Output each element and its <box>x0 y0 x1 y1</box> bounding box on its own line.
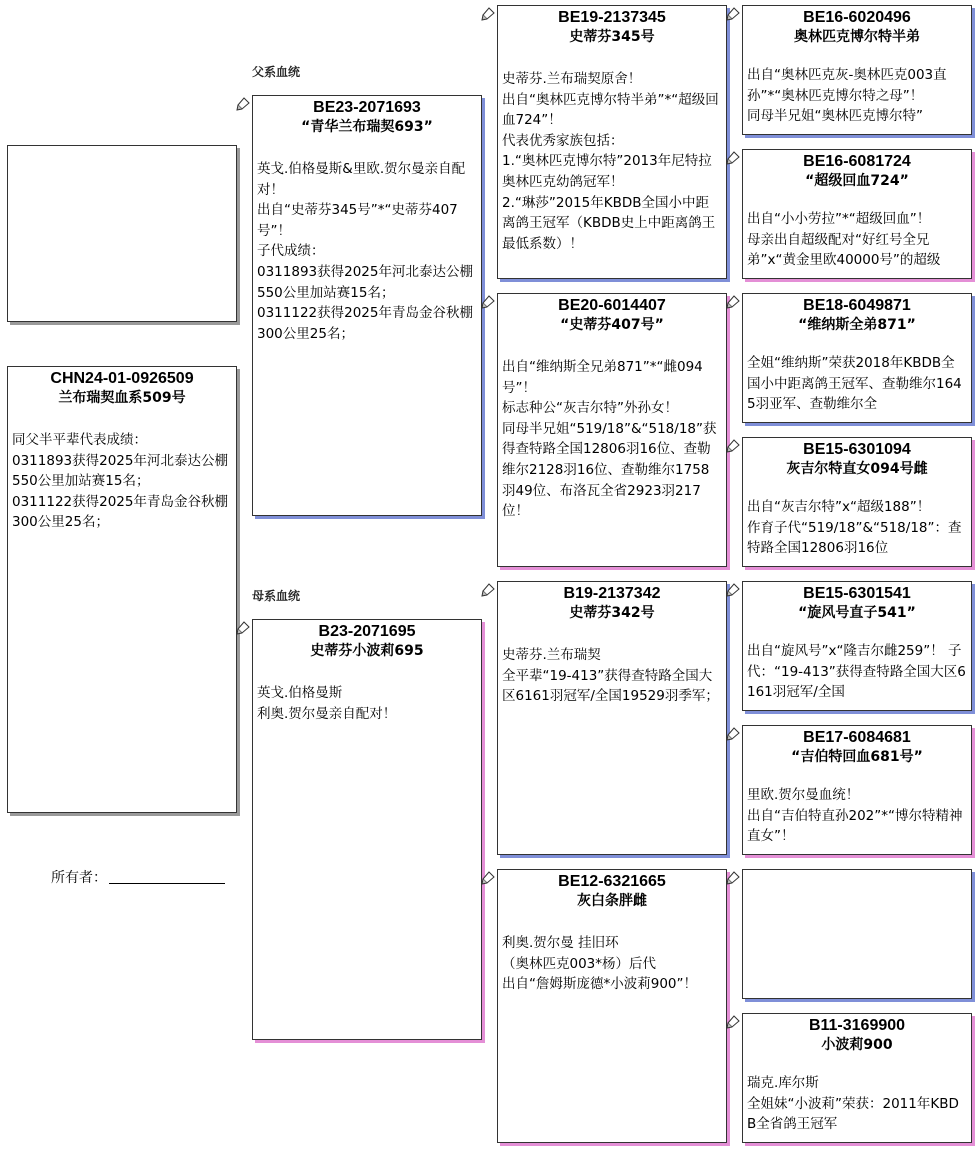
sire-line: 英戈.伯格曼斯&里欧.贺尔曼亲自配对！ <box>257 161 466 198</box>
dam-sire-ring: B19-2137342 <box>563 585 661 602</box>
sds-line: 全姐“维纳斯”荣获2018年KBDB全国小中距离鸽王冠军、查勒维尔1645羽亚军、查勒维尔全 <box>747 355 962 413</box>
ddd-desc <box>743 1073 971 1135</box>
sire-ring: BE23-2071693 <box>313 99 421 116</box>
edit-pen-icon[interactable] <box>726 6 741 21</box>
dsd-card[interactable] <box>742 725 972 855</box>
dss-desc <box>743 641 971 703</box>
ssd-card[interactable] <box>742 149 972 279</box>
sdd-desc <box>743 497 971 559</box>
sire-line: 0311122获得2025年青岛金谷秋棚300公里25名； <box>257 305 473 342</box>
sdd-line: 出自“灰吉尔特”x“超级188”！ <box>747 499 931 515</box>
ddd-line: 瑞克.库尔斯 <box>747 1075 819 1091</box>
dsd-ring: BE17-6084681 <box>803 729 911 746</box>
edit-pen-icon[interactable] <box>236 620 251 635</box>
sds-name: “维纳斯全弟871” <box>798 317 916 333</box>
sire-sire-name: 史蒂芬345号 <box>569 29 655 45</box>
sire-sire-line: 史蒂芬.兰布瑞契原舍！ <box>502 71 642 87</box>
sire-desc <box>253 159 481 344</box>
subject-line: 0311122获得2025年青岛金谷秋棚300公里25名； <box>12 493 228 531</box>
sire-sire-line: 1.“奥林匹克博尔特”2013年尼特拉奥林匹克幼鸽冠军！ <box>502 153 712 190</box>
paternal-label: 父系血统 <box>252 65 301 79</box>
owner-label: 所有者： <box>51 870 107 886</box>
dss-card[interactable] <box>742 581 972 711</box>
sire-line: 出自“史蒂芬345号”*“史蒂芬407号”！ <box>257 202 458 239</box>
ssd-line: 出自“小小劳拉”*“超级回血”！ <box>747 211 931 227</box>
dam-card[interactable] <box>252 619 482 1040</box>
dam-dam-line: 出自“詹姆斯庞德*小波莉900”！ <box>502 976 698 993</box>
edit-pen-icon[interactable] <box>481 6 496 21</box>
ssd-line: 母亲出自超级配对“好红号全兄弟”x“黄金里欧40000号”的超级 <box>747 231 941 269</box>
edit-pen-icon[interactable] <box>481 582 496 597</box>
sire-line: 0311893获得2025年河北泰达公棚550公里加站赛15名； <box>257 263 473 301</box>
edit-pen-icon[interactable] <box>481 870 496 885</box>
sire-dam-line: 出自“维纳斯全兄弟871”*“雌094号”！ <box>502 359 703 396</box>
dss-ring: BE15-6301541 <box>803 585 911 602</box>
sds-card[interactable] <box>742 293 972 423</box>
maternal-label: 母系血统 <box>252 589 301 603</box>
edit-pen-icon[interactable] <box>236 96 251 111</box>
sire-name: “青华兰布瑞契693” <box>301 119 433 135</box>
dam-dam-ring: BE12-6321665 <box>558 873 666 890</box>
sire-dam-line: 标志种公“灰吉尔特”外孙女！ <box>502 400 678 417</box>
dsd-name: “吉伯特回血681号” <box>791 749 923 765</box>
subject-name: 兰布瑞契血系509号 <box>58 390 186 406</box>
ddd-card[interactable] <box>742 1013 972 1143</box>
sss-name: 奥林匹克博尔特半弟 <box>794 29 920 45</box>
sire-sire-card[interactable] <box>497 5 727 279</box>
sdd-ring: BE15-6301094 <box>803 441 911 458</box>
sds-ring: BE18-6049871 <box>803 297 911 314</box>
ddd-name: 小波莉900 <box>821 1037 893 1053</box>
dsd-desc <box>743 785 971 847</box>
dss-line: 出自“旋风号”x“隆吉尔雌259”！ 子代：“19-413”获得查特路全国大区6161羽冠军/全国 <box>747 643 966 701</box>
sdd-card[interactable] <box>742 437 972 567</box>
dam-line: 利奥.贺尔曼亲自配对！ <box>257 705 397 722</box>
subject-ring: CHN24-01-0926509 <box>50 370 194 387</box>
sire-line: 子代成绩： <box>257 243 325 260</box>
sdd-name: 灰吉尔特直女094号雌 <box>786 461 928 477</box>
edit-pen-icon[interactable] <box>481 294 496 309</box>
dsd-line: 出自“吉伯特直孙202”*“博尔特精神直女”！ <box>747 807 963 845</box>
subject-line: 同父半平辈代表成绩： <box>12 432 147 448</box>
sire-dam-desc <box>498 357 726 522</box>
dam-dam-desc <box>498 933 726 995</box>
sdd-line: 作育子代“519/18”&“518/18”：查特路全国12806羽16位 <box>747 519 962 557</box>
edit-pen-icon[interactable] <box>726 582 741 597</box>
sss-line: 出自“奥林匹克灰-奥林匹克003直孙”*“奥林匹克博尔特之母”！ <box>747 67 947 104</box>
dam-dam-line: 利奥.贺尔曼 挂旧环 <box>502 935 619 951</box>
dds-card[interactable] <box>742 869 972 999</box>
edit-pen-icon[interactable] <box>726 150 741 165</box>
sire-sire-ring: BE19-2137345 <box>558 9 666 26</box>
edit-pen-icon[interactable] <box>726 870 741 885</box>
sire-dam-ring: BE20-6014407 <box>558 297 666 314</box>
ssd-ring: BE16-6081724 <box>803 153 911 170</box>
sire-sire-line: 2.“琳莎”2015年KBDB全国小中距离鸽王冠军（KBDB史上中距离鸽王最低系数）！ <box>502 194 716 252</box>
owner-field[interactable] <box>51 867 225 887</box>
dsd-line: 里欧.贺尔曼血统！ <box>747 787 860 803</box>
dam-dam-name: 灰白条胖雌 <box>577 893 647 909</box>
sss-ring: BE16-6020496 <box>803 9 911 26</box>
subject-card[interactable] <box>7 366 237 813</box>
ssd-name: “超级回血724” <box>805 173 909 189</box>
edit-pen-icon[interactable] <box>726 726 741 741</box>
sss-card[interactable] <box>742 5 972 135</box>
sds-desc <box>743 353 971 415</box>
sss-line: 同母半兄姐“奥林匹克博尔特” <box>747 108 923 125</box>
ddd-ring: B11-3169900 <box>808 1017 906 1034</box>
dam-line: 英戈.伯格曼斯 <box>257 685 343 701</box>
photo-box[interactable] <box>7 145 237 322</box>
sire-dam-line: 同母半兄姐“519/18”&“518/18”获得查特路全国12806羽16位、查勒维尔2128羽16位、查勒维尔1758羽49位、布洛瓦全省2923羽217位！ <box>502 420 717 520</box>
sire-sire-line: 代表优秀家族包括： <box>502 132 624 149</box>
dam-desc <box>253 683 481 724</box>
dam-sire-line: 史蒂芬.兰布瑞契 <box>502 647 601 663</box>
edit-pen-icon[interactable] <box>726 1014 741 1029</box>
dam-sire-name: 史蒂芬342号 <box>569 605 655 621</box>
sss-desc <box>743 65 971 127</box>
dam-dam-card[interactable] <box>497 869 727 1143</box>
ddd-line: 全姐妹“小波莉”荣获：2011年KBDB全省鸽王冠军 <box>747 1095 959 1133</box>
sire-dam-card[interactable] <box>497 293 727 567</box>
sire-dam-name: “史蒂芬407号” <box>560 317 664 333</box>
dam-name: 史蒂芬小波莉695 <box>310 643 424 659</box>
dss-name: “旋风号直子541” <box>798 605 916 621</box>
ssd-desc <box>743 209 971 271</box>
subject-line: 0311893获得2025年河北泰达公棚550公里加站赛15名； <box>12 452 228 490</box>
owner-blank-line[interactable] <box>109 869 225 884</box>
dam-sire-card[interactable] <box>497 581 727 855</box>
dam-sire-line: 全平辈“19-413”获得查特路全国大区6161羽冠军/全国19529羽季军； <box>502 667 719 705</box>
sire-sire-line: 出自“奥林匹克博尔特半弟”*“超级回血724”！ <box>502 91 719 129</box>
edit-pen-icon[interactable] <box>726 294 741 309</box>
dam-dam-line: （奥林匹克003*杨）后代 <box>502 955 657 972</box>
sire-sire-desc <box>498 69 726 254</box>
sire-card[interactable] <box>252 95 482 516</box>
edit-pen-icon[interactable] <box>726 438 741 453</box>
subject-desc <box>8 430 236 533</box>
dam-sire-desc <box>498 645 726 707</box>
dam-ring: B23-2071695 <box>318 623 416 640</box>
